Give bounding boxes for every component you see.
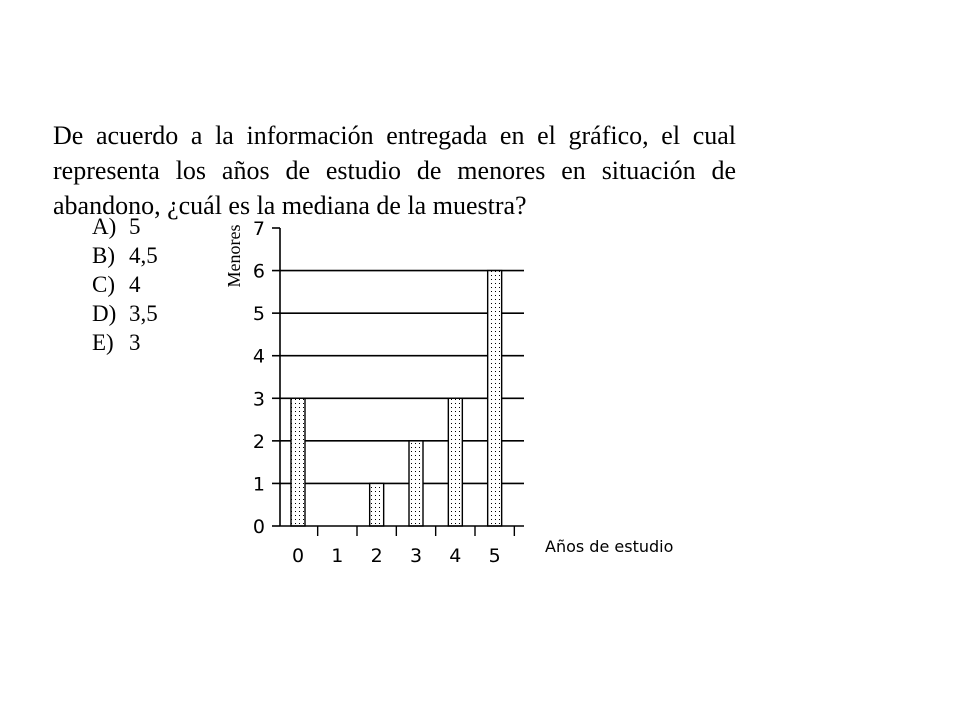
x-tick-label: 1 bbox=[331, 545, 344, 567]
option-e-key: E) bbox=[92, 330, 114, 355]
bar-2 bbox=[370, 483, 384, 526]
option-a-key: A) bbox=[92, 214, 117, 239]
option-d[interactable] bbox=[92, 299, 158, 328]
bar-chart bbox=[218, 210, 538, 575]
option-b-value: 4,5 bbox=[129, 243, 158, 268]
bar-4 bbox=[448, 398, 462, 526]
x-tick-label: 4 bbox=[449, 545, 462, 567]
option-b-key: B) bbox=[92, 243, 115, 268]
y-tick-label: 2 bbox=[252, 430, 265, 453]
bar-3 bbox=[409, 441, 423, 526]
option-a-value: 5 bbox=[129, 214, 141, 239]
y-tick-labels bbox=[253, 218, 265, 538]
x-axis-label: Años de estudio bbox=[545, 537, 674, 556]
axes bbox=[272, 228, 524, 536]
y-tick-label: 0 bbox=[252, 516, 265, 538]
x-tick-label: 2 bbox=[370, 545, 383, 567]
x-tick-label: 5 bbox=[488, 545, 501, 567]
y-tick-label: 6 bbox=[252, 260, 265, 283]
y-tick-label: 3 bbox=[252, 388, 265, 411]
option-a[interactable] bbox=[92, 212, 158, 241]
y-axis-label: Menores bbox=[224, 224, 244, 288]
x-tick-label: 0 bbox=[291, 545, 305, 567]
y-tick-label: 1 bbox=[252, 473, 265, 496]
bar-0 bbox=[291, 398, 305, 526]
option-c-value: 4 bbox=[129, 272, 141, 297]
option-c-key: C) bbox=[92, 272, 115, 297]
bar-5 bbox=[488, 271, 502, 526]
option-c[interactable] bbox=[92, 270, 158, 299]
option-e[interactable] bbox=[92, 328, 158, 357]
y-tick-label: 4 bbox=[252, 345, 265, 368]
option-b[interactable] bbox=[92, 241, 158, 270]
option-d-value: 3,5 bbox=[129, 301, 158, 326]
question-text: De acuerdo a la información entregada en el gráfico, el cual representa los años de estudio de menores en situación de abandono, ¿cuál es la mediana de la muestra? bbox=[53, 121, 736, 220]
x-tick-label: 3 bbox=[409, 545, 423, 567]
option-e-value: 3 bbox=[129, 330, 141, 355]
answer-options bbox=[92, 212, 158, 357]
y-tick-label: 7 bbox=[252, 218, 265, 240]
x-tick-labels bbox=[292, 545, 501, 567]
y-tick-label: 5 bbox=[252, 303, 265, 326]
option-d-key: D) bbox=[92, 301, 117, 326]
